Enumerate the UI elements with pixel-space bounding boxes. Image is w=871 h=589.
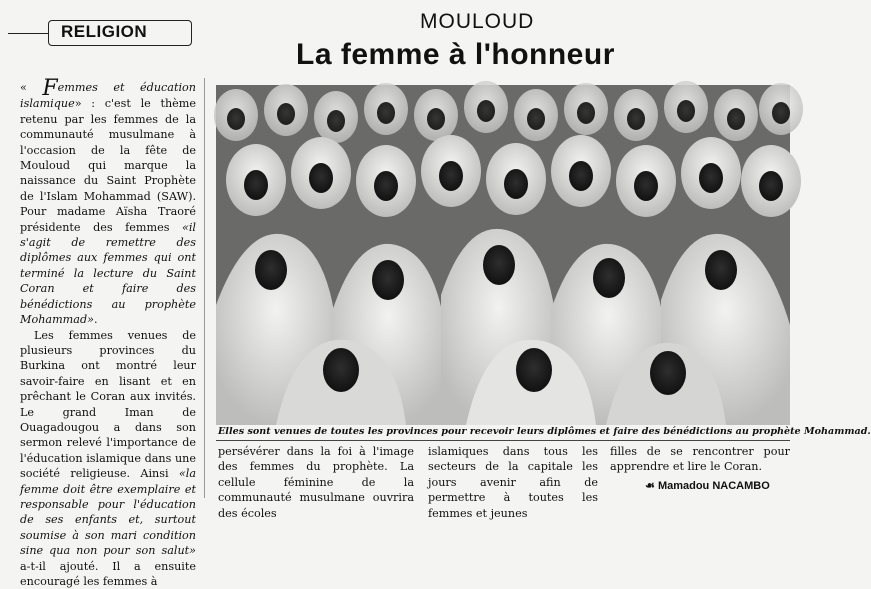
byline-mark: ☙ (645, 480, 655, 492)
lead-close-quote: » (75, 97, 82, 110)
para2-text: Les femmes venues de plusieurs provinces du Burkina ont montré leur savoir-faire en lisant et en prêchant le Coran aux invités. Le grand Iman de Ouagadougou a dans son sermon relevé l'importance de l'éducation islamique dans une société religieuse. Ainsi (20, 329, 196, 481)
caption-rule (216, 440, 790, 441)
para2-after: a-t-il ajouté. Il a ensuite encouragé les femmes à (20, 560, 196, 588)
column-divider (204, 78, 205, 498)
headline: La femme à l'honneur (296, 38, 615, 72)
lead-open-quote: « (20, 81, 27, 94)
lead-topic: emmes et éducation islamique (20, 81, 196, 110)
para2-quote: «la femme doit être exemplaire et responsable pour l'éducation de ses enfants et, surtout soumise à son mari condition sine qua non pour son salut» (20, 467, 196, 557)
article-column-3: islamiques dans tous les secteurs de la capitale les jours avenir afin de permettre à toutes les femmes et jeunes (428, 444, 598, 521)
kicker: MOULOUD (420, 10, 534, 34)
rubric-box (48, 20, 192, 46)
byline (645, 479, 770, 492)
article-column-4: filles de se rencontrer pour apprendre et lire le Coran. (610, 444, 790, 475)
second-paragraph (20, 328, 196, 589)
lead-end: . (94, 313, 98, 326)
rubric-label: RELIGION (61, 22, 147, 42)
rubric-rule (8, 33, 48, 34)
crowd-photo-image (216, 85, 790, 425)
drop-letter: F (42, 76, 57, 101)
lead-quote: «il s'agit de remettre des diplômes aux femmes qui ont terminé la lecture du Saint Coran et faire des bénédictions au prophète Mohammad» (20, 221, 196, 326)
news-photo (216, 85, 790, 425)
byline-author: Mamadou NACAMBO (658, 480, 770, 492)
lead-text: : c'est le thème retenu par les femmes de la communauté musulmane à l'occasion de la fête de Mouloud qui marque la naissance du Saint Prophète de l'Islam Mohammad (SAW). Pour madame Aïsha Traoré présidente des femmes (20, 97, 196, 233)
photo-caption: Elles sont venues de toutes les provinces pour recevoir leurs diplômes et faire des bénédictions au prophète Mohammad. (218, 426, 790, 437)
lead-column (20, 80, 196, 589)
article-column-2: persévérer dans la foi à l'image des femmes du prophète. La cellule féminine de la communauté musulmane ouvrira des écoles (218, 444, 414, 521)
lead-paragraph (20, 80, 196, 328)
